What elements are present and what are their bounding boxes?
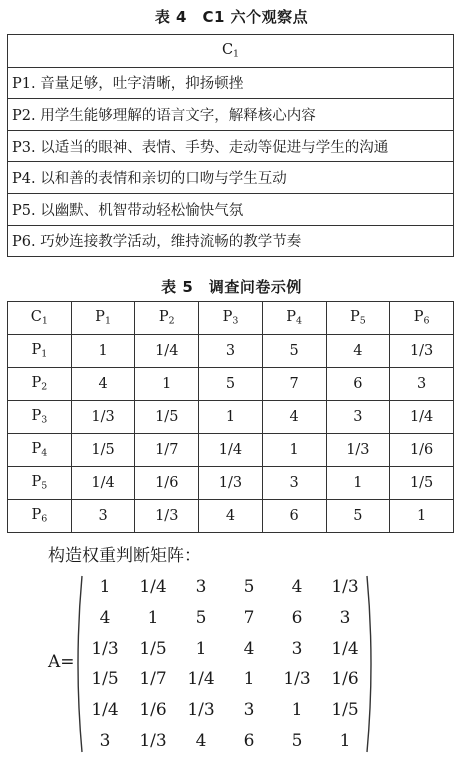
table5-cell: 1/4 xyxy=(199,434,263,467)
table5-cell: 3 xyxy=(326,401,390,434)
matrix-cell: 1 xyxy=(147,607,159,628)
matrix-cell: 1/3 xyxy=(139,730,167,751)
matrix-label: A= xyxy=(48,652,75,672)
matrix-cell: 1/4 xyxy=(187,669,215,690)
table5-cell: 1 xyxy=(71,335,135,368)
table5 xyxy=(7,301,454,533)
table5-cell: 6 xyxy=(326,368,390,401)
table5-corner-cell: $C_1$ xyxy=(8,302,72,335)
matrix-cell: 1/5 xyxy=(91,669,119,690)
table5-cell: 6 xyxy=(262,500,326,533)
table5-column-header: $P_6$ xyxy=(390,302,454,335)
matrix-cell: 3 xyxy=(243,699,255,720)
table5-row xyxy=(8,434,454,467)
table5-row-label: $P_4$ xyxy=(8,434,72,467)
table4-row: P1. 音量足够，吐字清晰，抑扬顿挫 xyxy=(8,67,453,99)
table5-cell: 1/3 xyxy=(135,500,199,533)
table5-column-header: $P_1$ xyxy=(71,302,135,335)
table5-cell: 5 xyxy=(199,368,263,401)
table5-row xyxy=(8,467,454,500)
table4-header-label: $C_1$ xyxy=(221,42,240,60)
table5-cell: 5 xyxy=(326,500,390,533)
table5-column-header: $P_5$ xyxy=(326,302,390,335)
table5-cell: 1 xyxy=(135,368,199,401)
table5-cell: 4 xyxy=(71,368,135,401)
matrix-cell: 1/3 xyxy=(283,669,311,690)
table5-header-row xyxy=(8,302,454,335)
matrix-cell: 1/4 xyxy=(331,638,359,659)
table5-row xyxy=(8,335,454,368)
table5-cell: 1/3 xyxy=(71,401,135,434)
table5-cell: 1/4 xyxy=(71,467,135,500)
table5-cell: 1/6 xyxy=(135,467,199,500)
table5-cell: 4 xyxy=(199,500,263,533)
matrix-cell: 1/3 xyxy=(331,577,359,598)
table5-row xyxy=(8,500,454,533)
matrix-cell: 1 xyxy=(291,699,303,720)
matrix-cell: 5 xyxy=(243,577,255,598)
matrix-cell: 1/4 xyxy=(139,577,167,598)
table5-cell: 1 xyxy=(199,401,263,434)
matrix-cell: 6 xyxy=(243,730,255,751)
table5-cell: 1 xyxy=(262,434,326,467)
matrix-cell: 1/4 xyxy=(91,699,119,720)
table5-cell: 1/5 xyxy=(71,434,135,467)
table4-row: P2. 用学生能够理解的语言文字，解释核心内容 xyxy=(8,98,453,130)
matrix-cell: 4 xyxy=(291,577,303,598)
table5-cell: 1 xyxy=(326,467,390,500)
table5-caption-text: 表 5 调查问卷示例 xyxy=(161,278,302,296)
matrix-cell: 1 xyxy=(99,577,111,598)
matrix-cell: 3 xyxy=(195,577,207,598)
matrix-cell: 1/6 xyxy=(139,699,167,720)
table4-caption-text: 表 4 C1 六个观察点 xyxy=(154,8,309,26)
table5-cell: 1/6 xyxy=(390,434,454,467)
table5-column-header: $P_4$ xyxy=(262,302,326,335)
table5-caption xyxy=(0,276,463,297)
table5-row-label: $P_5$ xyxy=(8,467,72,500)
matrix-cell: 7 xyxy=(243,607,255,628)
matrix-cell: 1/7 xyxy=(139,669,167,690)
table5-cell: 1/5 xyxy=(135,401,199,434)
matrix-cell: 1/3 xyxy=(91,638,119,659)
matrix-cell: 1/6 xyxy=(331,669,359,690)
matrix-cell: 3 xyxy=(291,638,303,659)
table5-cell: 1/3 xyxy=(390,335,454,368)
table5-cell: 1/5 xyxy=(390,467,454,500)
table5-row-label: $P_3$ xyxy=(8,401,72,434)
matrix-cell: 5 xyxy=(195,607,207,628)
table5-cell: 3 xyxy=(199,335,263,368)
table4-row: P6. 巧妙连接教学活动，维持流畅的教学节奏 xyxy=(8,225,453,257)
matrix-grid xyxy=(81,572,369,756)
table5-row-label: $P_2$ xyxy=(8,368,72,401)
table5-cell: 1/3 xyxy=(326,434,390,467)
table5-cell: 4 xyxy=(262,401,326,434)
table5-row-label: $P_1$ xyxy=(8,335,72,368)
table5-cell: 1/4 xyxy=(390,401,454,434)
table5-row xyxy=(8,401,454,434)
table4-row: P3. 以适当的眼神、表情、手势、走动等促进与学生的沟通 xyxy=(8,130,453,162)
table5-cell: 4 xyxy=(326,335,390,368)
matrix-intro: 构造权重判断矩阵： xyxy=(48,546,201,566)
table4-row: P4. 以和善的表情和亲切的口吻与学生互动 xyxy=(8,161,453,193)
table5-cell: 3 xyxy=(390,368,454,401)
table4-header xyxy=(8,35,453,67)
matrix-cell: 1/5 xyxy=(139,638,167,659)
table5-cell: 1/3 xyxy=(199,467,263,500)
matrix-cell: 1 xyxy=(243,669,255,690)
table4 xyxy=(7,34,454,257)
matrix-cell: 4 xyxy=(195,730,207,751)
matrix-cell: 6 xyxy=(291,607,303,628)
matrix-cell: 3 xyxy=(339,607,351,628)
table5-cell: 5 xyxy=(262,335,326,368)
matrix-cell: 1 xyxy=(339,730,351,751)
table5-column-header: $P_2$ xyxy=(135,302,199,335)
matrix-cell: 3 xyxy=(99,730,111,751)
matrix-cell: 4 xyxy=(243,638,255,659)
table5-cell: 3 xyxy=(262,467,326,500)
matrix-cell: 1 xyxy=(195,638,207,659)
matrix-right-paren xyxy=(365,574,377,754)
table4-caption xyxy=(0,6,463,27)
matrix-cell: 5 xyxy=(291,730,303,751)
table5-cell: 1/4 xyxy=(135,335,199,368)
table5-cell: 1/7 xyxy=(135,434,199,467)
table5-cell: 3 xyxy=(71,500,135,533)
table4-row: P5. 以幽默、机智带动轻松愉快气氛 xyxy=(8,193,453,225)
table5-row xyxy=(8,368,454,401)
table5-column-header: $P_3$ xyxy=(199,302,263,335)
matrix-cell: 4 xyxy=(99,607,111,628)
table5-cell: 1 xyxy=(390,500,454,533)
table5-row-label: $P_6$ xyxy=(8,500,72,533)
matrix-cell: 1/5 xyxy=(331,699,359,720)
table5-cell: 7 xyxy=(262,368,326,401)
matrix-cell: 1/3 xyxy=(187,699,215,720)
